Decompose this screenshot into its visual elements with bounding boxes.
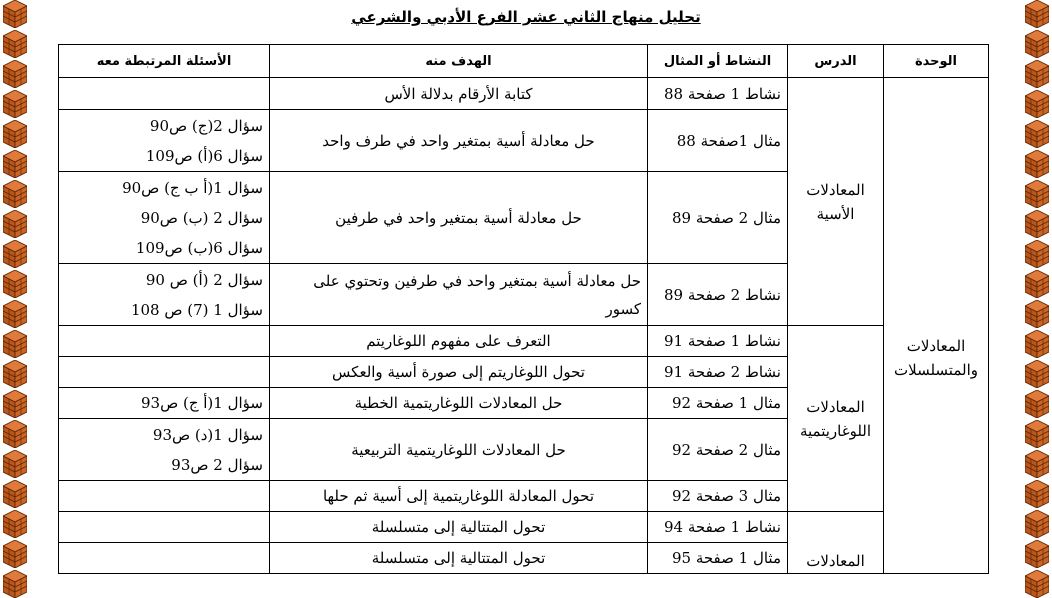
activity-cell: نشاط 1 صفحة 88 [648, 78, 788, 110]
lesson-cell-exponential: المعادلات الأسية [788, 78, 884, 326]
brick-cube-icon [3, 240, 27, 268]
questions-cell [59, 543, 270, 574]
unit-cell: المعادلات والمتسلسلات [884, 78, 989, 574]
questions-cell [59, 419, 270, 481]
brick-cube-icon [3, 60, 27, 88]
activity-cell: نشاط 1 صفحة 91 [648, 326, 788, 357]
activity-cell: مثال 3 صفحة 92 [648, 481, 788, 512]
brick-cube-icon [1025, 240, 1049, 268]
header-questions: الأسئلة المرتبطة معه [59, 45, 270, 78]
questions-cell [59, 481, 270, 512]
left-brick-border [0, 0, 30, 574]
lesson-cell-logarithmic: المعادلات اللوغاريتمية [788, 326, 884, 512]
brick-cube-icon [3, 150, 27, 178]
brick-cube-icon [1025, 360, 1049, 388]
header-goal: الهدف منه [270, 45, 648, 78]
brick-cube-icon [1025, 570, 1049, 598]
goal-cell: حل معادلة أسية بمتغير واحد في طرفين وتحتوي على كسور [270, 264, 648, 326]
brick-cube-icon [1025, 120, 1049, 148]
questions-cell [59, 264, 270, 326]
brick-cube-icon [1025, 30, 1049, 58]
activity-cell: نشاط 2 صفحة 89 [648, 264, 788, 326]
brick-cube-icon [1025, 90, 1049, 118]
activity-cell: مثال 1صفحة 88 [648, 110, 788, 172]
activity-cell: نشاط 1 صفحة 94 [648, 512, 788, 543]
question-line: سؤال 2 (أ) ص 90 [145, 270, 263, 289]
page-title: تحليل منهاج الثاني عشر الفرع الأدبي والشرعي [351, 8, 701, 26]
brick-cube-icon [3, 540, 27, 568]
activity-cell: نشاط 2 صفحة 91 [648, 357, 788, 388]
brick-cube-icon [1025, 270, 1049, 298]
brick-cube-icon [1025, 450, 1049, 478]
header-lesson: الدرس [788, 45, 884, 78]
question-line: سؤال 2 ص93 [171, 455, 263, 474]
brick-cube-icon [1025, 210, 1049, 238]
brick-cube-icon [3, 120, 27, 148]
brick-cube-icon [3, 330, 27, 358]
question-line: سؤال 1(د) ص93 [152, 425, 263, 444]
goal-cell: تحول اللوغاريتم إلى صورة أسية والعكس [270, 357, 648, 388]
brick-cube-icon [1025, 480, 1049, 508]
activity-cell: مثال 1 صفحة 92 [648, 388, 788, 419]
brick-cube-icon [3, 390, 27, 418]
brick-cube-icon [1025, 150, 1049, 178]
brick-cube-icon [3, 420, 27, 448]
header-unit: الوحدة [884, 45, 989, 78]
questions-cell [59, 110, 270, 172]
right-brick-border [1022, 0, 1052, 574]
lesson-cell-sequences: المعادلات [788, 512, 884, 574]
brick-cube-icon [3, 270, 27, 298]
questions-cell [59, 326, 270, 357]
goal-cell: التعرف على مفهوم اللوغاريتم [270, 326, 648, 357]
curriculum-analysis-table [58, 44, 989, 574]
table-header-row [59, 45, 989, 78]
brick-cube-icon [3, 300, 27, 328]
brick-cube-icon [1025, 0, 1049, 28]
questions-cell [59, 172, 270, 264]
question-line: سؤال 2 (ب) ص90 [140, 208, 263, 227]
table-row [59, 512, 989, 543]
goal-cell: حل المعادلات اللوغاريتمية الخطية [270, 388, 648, 419]
brick-cube-icon [3, 210, 27, 238]
brick-cube-icon [3, 570, 27, 598]
brick-cube-icon [1025, 330, 1049, 358]
question-line: سؤال 6(ب) ص109 [135, 238, 263, 257]
brick-cube-icon [3, 480, 27, 508]
goal-cell: تحول المعادلة اللوغاريتمية إلى أسية ثم حلها [270, 481, 648, 512]
activity-cell: مثال 1 صفحة 95 [648, 543, 788, 574]
table-row [59, 326, 989, 357]
question-line: سؤال 2(ج) ص90 [149, 116, 263, 135]
brick-cube-icon [3, 510, 27, 538]
questions-cell [59, 357, 270, 388]
brick-cube-icon [3, 30, 27, 58]
brick-cube-icon [1025, 420, 1049, 448]
brick-cube-icon [1025, 180, 1049, 208]
questions-cell [59, 512, 270, 543]
activity-cell: مثال 2 صفحة 92 [648, 419, 788, 481]
activity-cell: مثال 2 صفحة 89 [648, 172, 788, 264]
brick-cube-icon [3, 0, 27, 28]
question-line: سؤال 6(أ) ص109 [145, 146, 263, 165]
brick-cube-icon [1025, 510, 1049, 538]
table-row [59, 78, 989, 110]
header-activity: النشاط أو المثال [648, 45, 788, 78]
brick-cube-icon [1025, 300, 1049, 328]
goal-cell: حل معادلة أسية بمتغير واحد في طرفين [270, 172, 648, 264]
goal-cell: كتابة الأرقام بدلالة الأس [270, 78, 648, 110]
goal-cell: تحول المتتالية إلى متسلسلة [270, 512, 648, 543]
question-line: سؤال 1(أ ب ج) ص90 [122, 178, 263, 197]
brick-cube-icon [3, 90, 27, 118]
brick-cube-icon [1025, 60, 1049, 88]
brick-cube-icon [1025, 540, 1049, 568]
questions-cell [59, 78, 270, 110]
questions-cell [59, 388, 270, 419]
brick-cube-icon [3, 360, 27, 388]
brick-cube-icon [3, 450, 27, 478]
goal-cell: تحول المتتالية إلى متسلسلة [270, 543, 648, 574]
goal-cell: حل المعادلات اللوغاريتمية التربيعية [270, 419, 648, 481]
question-line: سؤال 1 (7) ص 108 [130, 300, 263, 319]
question-line: سؤال 1(أ ج) ص93 [140, 394, 263, 412]
brick-cube-icon [3, 180, 27, 208]
goal-cell: حل معادلة أسية بمتغير واحد في طرف واحد [270, 110, 648, 172]
brick-cube-icon [1025, 390, 1049, 418]
